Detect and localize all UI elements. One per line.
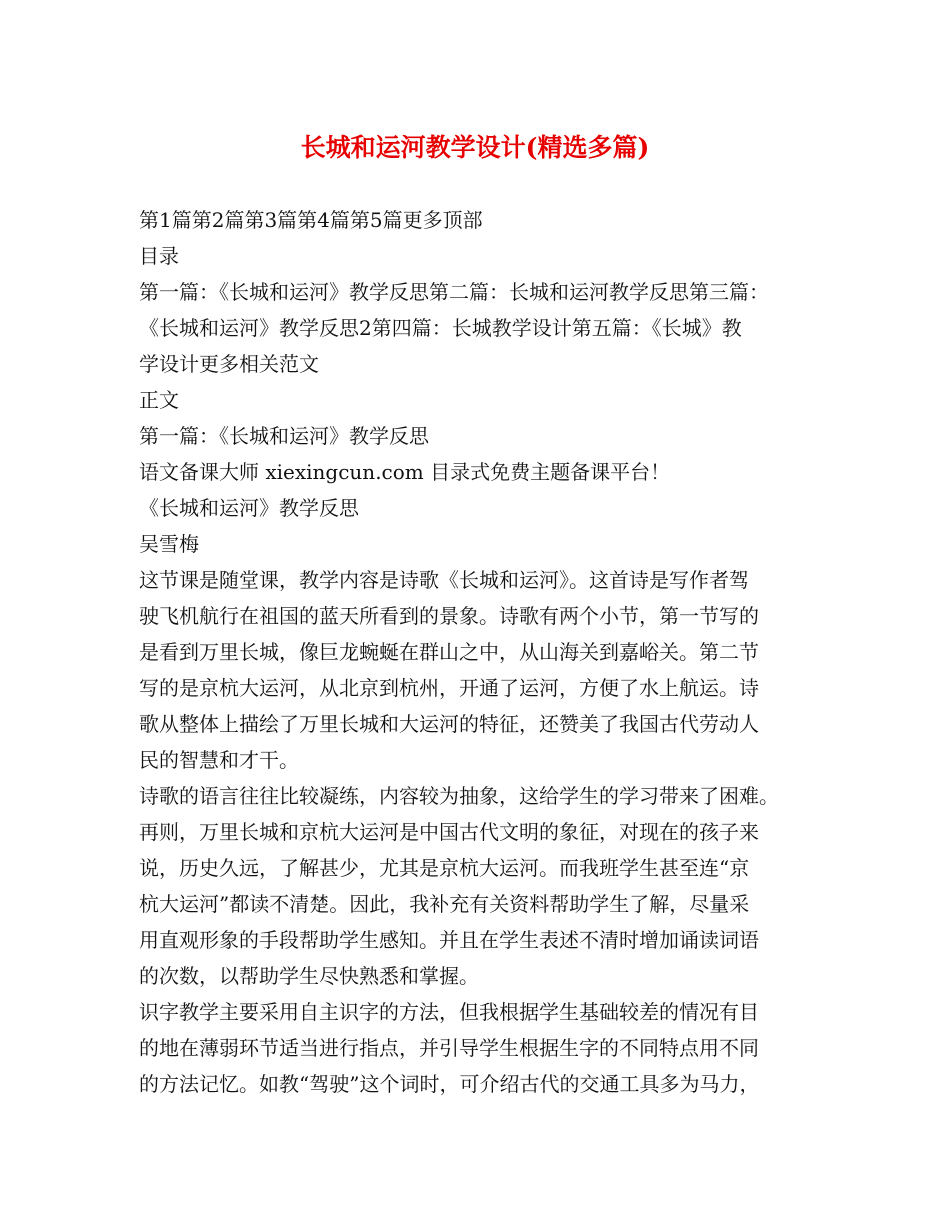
page-title: 长城和运河教学设计(精选多篇) bbox=[300, 133, 650, 162]
contents-line: 第一篇：《长城和运河》教学反思第二篇：长城和运河教学反思第三篇： bbox=[139, 280, 769, 304]
paragraph-line: 的方法记忆。如教“驾驶”这个词时，可介绍古代的交通工具多为马力， bbox=[139, 1072, 760, 1096]
paragraph-line: 歌从整体上描绘了万里长城和大运河的特征，还赞美了我国古代劳动人 bbox=[139, 712, 759, 736]
paragraph-line: 的地在薄弱环节适当进行指点，并引导学生根据生字的不同特点用不同 bbox=[139, 1036, 759, 1060]
paragraph-line: 杭大运河”都读不清楚。因此，我补充有关资料帮助学生了解，尽量采 bbox=[139, 892, 750, 916]
paragraph-line: 的次数，以帮助学生尽快熟悉和掌握。 bbox=[139, 964, 479, 988]
contents-line: 《长城和运河》教学反思2第四篇：长城教学设计第五篇：《长城》教 bbox=[139, 316, 742, 340]
paragraph-line: 民的智慧和才干。 bbox=[139, 748, 299, 772]
article-subtitle: 《长城和运河》教学反思 bbox=[139, 496, 359, 520]
paragraph-line: 用直观形象的手段帮助学生感知。并且在学生表述不清时增加诵读词语 bbox=[139, 928, 759, 952]
section-heading-contents: 目录 bbox=[139, 244, 179, 268]
toc-links-line: 第1篇第2篇第3篇第4篇第5篇更多顶部 bbox=[139, 208, 483, 232]
document-body bbox=[139, 202, 829, 1102]
article-heading: 第一篇：《长城和运河》教学反思 bbox=[139, 424, 429, 448]
paragraph-line: 识字教学主要采用自主识字的方法，但我根据学生基础较差的情况有目 bbox=[139, 1000, 759, 1024]
paragraph-line: 说，历史久远，了解甚少，尤其是京杭大运河。而我班学生甚至连“京 bbox=[139, 856, 750, 880]
author-name: 吴雪梅 bbox=[139, 532, 199, 556]
paragraph-line: 再则，万里长城和京杭大运河是中国古代文明的象征，对现在的孩子来 bbox=[139, 820, 759, 844]
contents-line: 学设计更多相关范文 bbox=[139, 352, 319, 376]
paragraph-line: 诗歌的语言往往比较凝练，内容较为抽象，这给学生的学习带来了困难。 bbox=[139, 784, 779, 808]
paragraph-line: 驶飞机航行在祖国的蓝天所看到的景象。诗歌有两个小节，第一节写的 bbox=[139, 604, 759, 628]
source-line: 语文备课大师 xiexingcun.com 目录式免费主题备课平台！ bbox=[139, 460, 671, 484]
paragraph-line: 这节课是随堂课，教学内容是诗歌《长城和运河》。这首诗是写作者驾 bbox=[139, 568, 749, 592]
section-heading-body: 正文 bbox=[139, 388, 179, 412]
paragraph-line: 写的是京杭大运河，从北京到杭州，开通了运河，方便了水上航运。诗 bbox=[139, 676, 759, 700]
paragraph-line: 是看到万里长城，像巨龙蜿蜒在群山之中，从山海关到嘉峪关。第二节 bbox=[139, 640, 759, 664]
